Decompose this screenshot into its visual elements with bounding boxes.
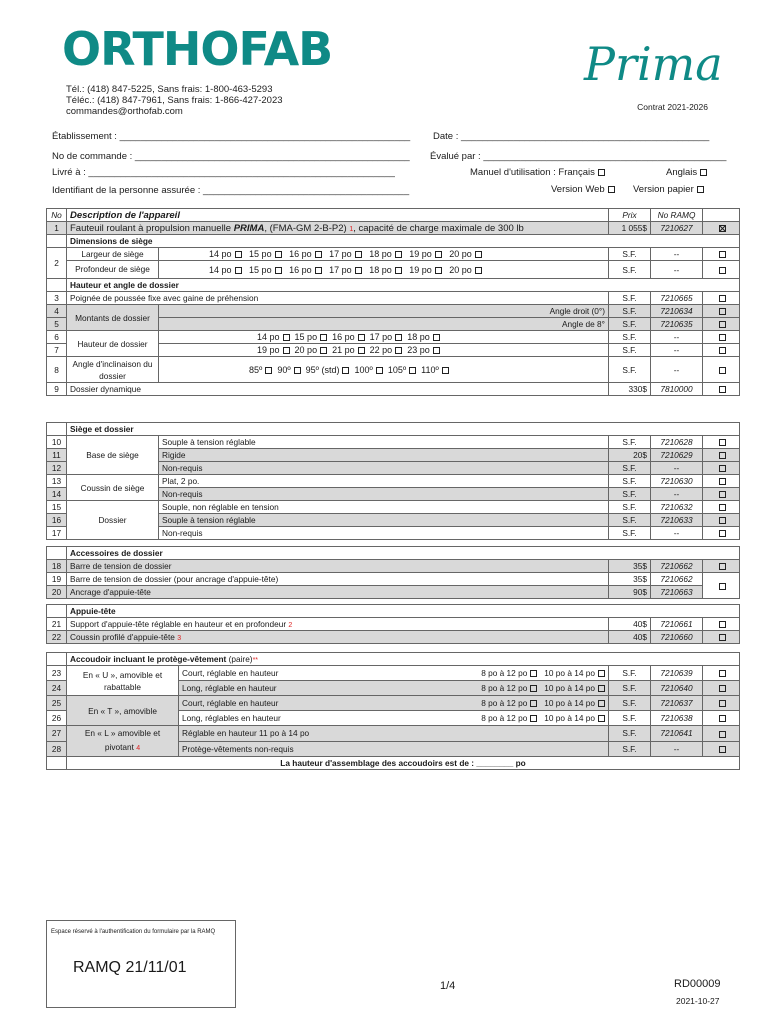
checkbox-icon[interactable]: [719, 731, 726, 738]
checkbox-icon[interactable]: [376, 367, 383, 374]
prima-logo: [578, 32, 723, 94]
checkbox-icon[interactable]: [719, 563, 726, 570]
checkbox-icon[interactable]: [598, 715, 605, 722]
reserved-label: Espace réservé à l'authentification du formulaire par la RAMQ: [51, 929, 216, 935]
checkbox-icon[interactable]: [598, 169, 605, 176]
date-field[interactable]: Date : _______________________________________________: [433, 131, 710, 142]
checkbox-icon[interactable]: [719, 583, 726, 590]
orthofab-logo: ORTHOFAB: [62, 22, 333, 76]
checkbox-icon[interactable]: [475, 267, 482, 274]
version-web[interactable]: Version Web: [551, 184, 615, 195]
checkbox-icon[interactable]: [395, 334, 402, 341]
checkbox-icon[interactable]: [433, 334, 440, 341]
checkbox-icon[interactable]: [719, 267, 726, 274]
table-row: 2 Largeur de siège 14 po 15 po 16 po 17 po 18 po 19 po 20 po S.F. --: [47, 248, 740, 261]
contract-label: Contrat 2021-2026: [637, 102, 708, 112]
checkbox-icon[interactable]: [275, 267, 282, 274]
table-row: 9 Dossier dynamique 330$ 7810000: [47, 383, 740, 396]
ramq-reserved-box: [46, 920, 236, 1008]
checkbox-icon[interactable]: [530, 700, 537, 707]
checkbox-icon[interactable]: [315, 251, 322, 258]
version-papier[interactable]: Version papier: [633, 184, 704, 195]
checkbox-icon[interactable]: [395, 267, 402, 274]
checkbox-icon[interactable]: [433, 347, 440, 354]
checkbox-icon[interactable]: [719, 715, 726, 722]
etablissement-field[interactable]: Établissement : _______________________________________________________: [52, 131, 411, 142]
table-row: 8 Angle d'inclinaison du dossier 85º 90º 95º (std) 100º 105º 110º S.F. --: [47, 357, 740, 383]
checkbox-icon[interactable]: [719, 621, 726, 628]
checkbox-icon[interactable]: [409, 367, 416, 374]
table-row: 6 Hauteur de dossier 14 po 15 po 16 po 17 po 18 po S.F. --: [47, 331, 740, 344]
checkbox-icon[interactable]: [358, 334, 365, 341]
seat-table: Siège et dossier 10 Base de siège Souple à tension réglable S.F. 7210628 11 Rigide 20$ 7210629 12 Non-requis S.F. -- 13 Coussin de siège Plat, 2 po. S.F. 7210630 14 Non-requis S.F. -- 15 Dossier Souple, non réglable en tension S.F. 7210632 16 Souple à tension réglable S.F. 7210633 17 Non-requis S.F. --: [46, 422, 740, 540]
checkbox-icon[interactable]: [283, 334, 290, 341]
no-commande-field[interactable]: No de commande : ____________________________________________________: [52, 151, 410, 162]
checkbox-icon[interactable]: [700, 169, 707, 176]
contact-fax: Téléc.: (418) 847-7961, Sans frais: 1-866-427-2023: [66, 95, 283, 106]
checkbox-icon[interactable]: [719, 670, 726, 677]
checkbox-icon[interactable]: [530, 670, 537, 677]
table-header: No Description de l'appareil Prix No RAMQ: [47, 209, 740, 222]
contact-info: [66, 84, 283, 117]
ramq-code: RAMQ 21/11/01: [73, 959, 187, 976]
checkbox-icon[interactable]: [294, 367, 301, 374]
checkbox-icon[interactable]: [598, 685, 605, 692]
table-row: Profondeur de siège 14 po 15 po 16 po 17 po 18 po 19 po 20 po S.F. --: [47, 261, 740, 279]
table-row: 4 Montants de dossier Angle droit (0°) S.F. 7210634: [47, 305, 740, 318]
checkbox-icon[interactable]: [283, 347, 290, 354]
headrest-table: Appuie-tête 21 Support d'appuie-tête réglable en hauteur et en profondeur 2 40$ 7210661 22 Coussin profilé d'appuie-tête 3 40$ 7210660: [46, 604, 740, 644]
checkbox-icon[interactable]: [719, 634, 726, 641]
checkbox-icon[interactable]: [265, 367, 272, 374]
table-row: 7 19 po 20 po 21 po 22 po 23 po S.F. --: [47, 344, 740, 357]
checked-box-icon[interactable]: [719, 225, 726, 232]
checkbox-icon[interactable]: [719, 700, 726, 707]
checkbox-icon[interactable]: [719, 746, 726, 753]
checkbox-icon[interactable]: [697, 186, 704, 193]
checkbox-icon[interactable]: [719, 530, 726, 537]
checkbox-icon[interactable]: [719, 321, 726, 328]
checkbox-icon[interactable]: [719, 685, 726, 692]
checkbox-icon[interactable]: [719, 367, 726, 374]
checkbox-icon[interactable]: [719, 347, 726, 354]
checkbox-icon[interactable]: [475, 251, 482, 258]
checkbox-icon[interactable]: [719, 465, 726, 472]
checkbox-icon[interactable]: [442, 367, 449, 374]
page-number: 1/4: [440, 980, 456, 992]
checkbox-icon[interactable]: [435, 267, 442, 274]
checkbox-icon[interactable]: [719, 517, 726, 524]
device-table: No Description de l'appareil Prix No RAMQ 1 Fauteuil roulant à propulsion manuelle PRIMA, (FMA-GM 2-B-P2) 1, capacité de charge maximale de 300 lb 1 055$ 7210627 Dimensions de siège 2 Largeur de siège 14 po 15 po 16 po 17 po 18 po 19 po 20 po S.F. -- Profondeur de siège 14 po 15 po 16 po 17 po 18 po 19 po 20 po S.F. -- Hauteur et angle de dossier 3 Poignée de poussée fixe avec gaine de préhension S.F. 7210665 4 Montants de dossier Angle droit (0°) S.F. 7210634 5 Angle de 8° S.F. 7210635 6 Hauteur de dossier 14 po 15 po 16 po 17 po 18 po S.F. -- 7 19 po 20 po 21 po 22 po 23 po S.F. -- 8 Angle d'inclinaison du dossier 85º 90º 95º (std) 100º 105º 110º S.F. -- 9 Dossier dynamique 330$ 7810000: [46, 208, 740, 396]
contact-phone: Tél.: (418) 847-5225, Sans frais: 1-800-463-5293: [66, 84, 273, 95]
checkbox-icon[interactable]: [530, 715, 537, 722]
checkbox-icon[interactable]: [719, 334, 726, 341]
checkbox-icon[interactable]: [355, 267, 362, 274]
manuel-francais[interactable]: Manuel d'utilisation : Français: [470, 167, 605, 178]
prima-logo-text: Prima: [584, 37, 723, 91]
checkbox-icon[interactable]: [530, 685, 537, 692]
checkbox-icon[interactable]: [719, 478, 726, 485]
checkbox-icon[interactable]: [719, 295, 726, 302]
form-date: 2021-10-27: [676, 996, 720, 1006]
checkbox-icon[interactable]: [395, 347, 402, 354]
evalue-field[interactable]: Évalué par : ______________________________________________: [430, 151, 727, 162]
checkbox-icon[interactable]: [719, 251, 726, 258]
table-row: 1 Fauteuil roulant à propulsion manuelle PRIMA, (FMA-GM 2-B-P2) 1, capacité de charge maximale de 300 lb 1 055$ 7210627: [47, 222, 740, 235]
checkbox-icon[interactable]: [342, 367, 349, 374]
checkbox-icon[interactable]: [395, 251, 402, 258]
checkbox-icon[interactable]: [719, 439, 726, 446]
checkbox-icon[interactable]: [235, 267, 242, 274]
contact-email: commandes@orthofab.com: [66, 106, 183, 117]
accessories-table: Accessoires de dossier 18 Barre de tension de dossier 35$ 7210662 19 Barre de tension de dossier (pour ancrage d'appuie-tête) 35$ 7210662 20 Ancrage d'appuie-tête 90$ 7210663: [46, 546, 740, 599]
checkbox-icon[interactable]: [320, 334, 327, 341]
checkbox-icon[interactable]: [320, 347, 327, 354]
checkbox-icon[interactable]: [719, 308, 726, 315]
checkbox-icon[interactable]: [275, 251, 282, 258]
checkbox-icon[interactable]: [719, 491, 726, 498]
checkbox-icon[interactable]: [315, 267, 322, 274]
livre-field[interactable]: Livré à : __________________________________________________________: [52, 167, 395, 178]
table-row: 5 Angle de 8° S.F. 7210635: [47, 318, 740, 331]
table-row: 3 Poignée de poussée fixe avec gaine de préhension S.F. 7210665: [47, 292, 740, 305]
checkbox-icon[interactable]: [719, 504, 726, 511]
checkbox-icon[interactable]: [608, 186, 615, 193]
form-code: RD00009: [674, 978, 721, 990]
identifiant-field[interactable]: Identifiant de la personne assurée : _______________________________________: [52, 185, 410, 196]
checkbox-icon[interactable]: [719, 386, 726, 393]
checkbox-icon[interactable]: [235, 251, 242, 258]
checkbox-icon[interactable]: [598, 670, 605, 677]
checkbox-icon[interactable]: [355, 251, 362, 258]
armrest-table: Accoudoir incluant le protège-vêtement (paire)** 23 En « U », amovible et rabattable Court, réglable en hauteur 8 po à 12 po 10 po à 14 po S.F. 7210639 24 Long, réglable en hauteur 8 po à 12 po 10 po à 14 po S.F. 7210640 25 En « T », amovible Court, réglable en hauteur 8 po à 12 po 10 po à 14 po S.F. 7210637 26 Long, réglables en hauteur 8 po à 12 po 10 po à 14 po S.F. 7210638 27 En « L » amovible et pivotant 4 Réglable en hauteur 11 po à 14 po S.F. 7210641 28 Protège-vêtements non-requis S.F. -- La hauteur d'assemblage des accoudoirs est de : ________ po: [46, 652, 740, 770]
checkbox-icon[interactable]: [358, 347, 365, 354]
checkbox-icon[interactable]: [719, 452, 726, 459]
checkbox-icon[interactable]: [435, 251, 442, 258]
manuel-anglais[interactable]: Anglais: [666, 167, 707, 178]
checkbox-icon[interactable]: [598, 700, 605, 707]
